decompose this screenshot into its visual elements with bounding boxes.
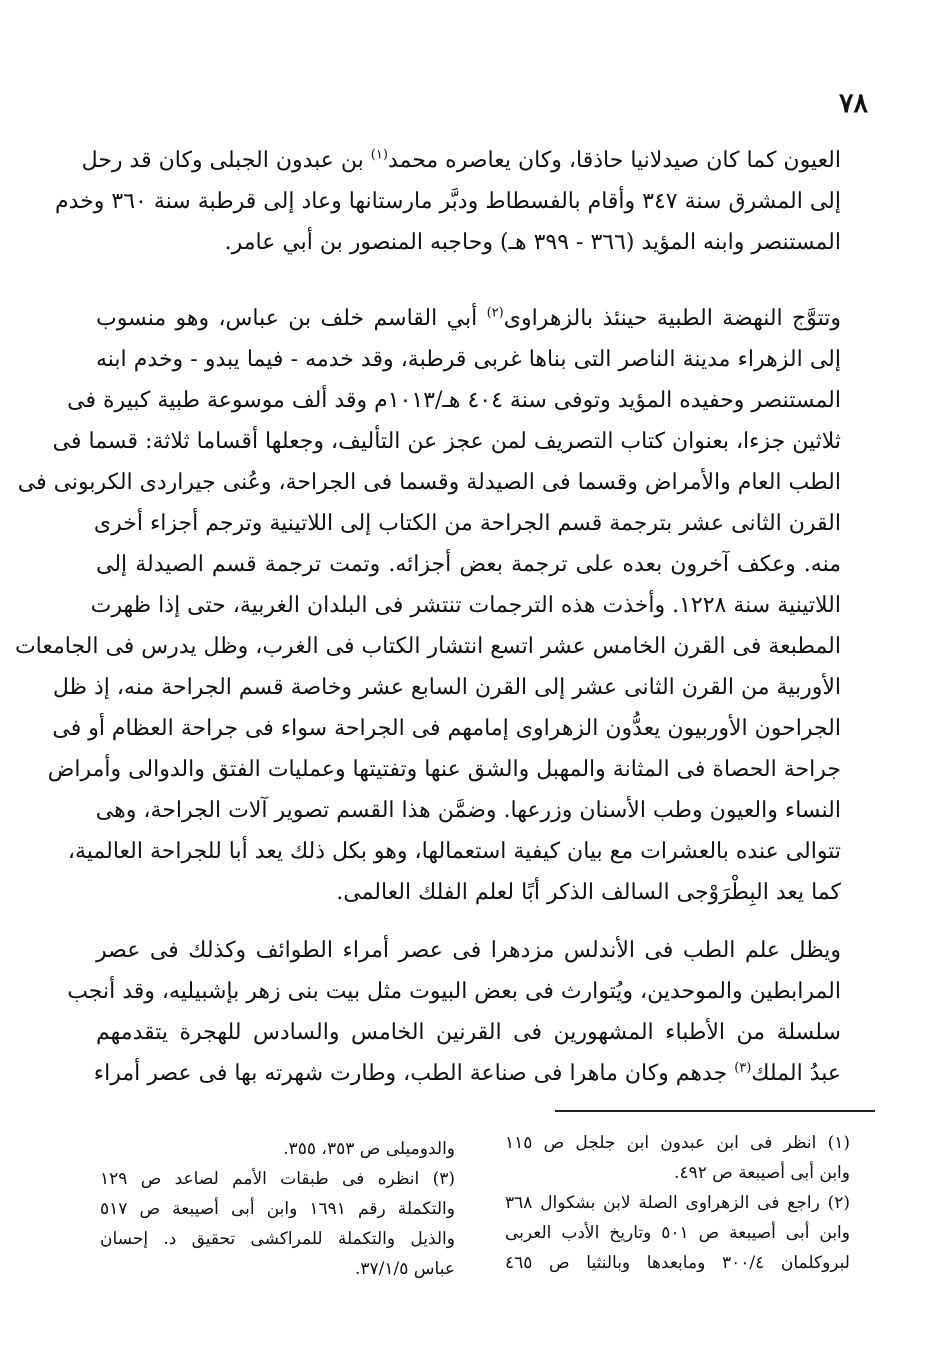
footnote-line: عباس ٣٧/١/٥. bbox=[355, 1259, 455, 1279]
line-text: جدهم وكان ماهرا فى صناعة الطب، وطارت شهرته بها فى عصر أمراء bbox=[93, 1061, 728, 1086]
paragraph-2-line: الأوربية من القرن الثانى عشر إلى القرن السابع عشر وخاصة قسم الجراحة منه، إذ ظل bbox=[52, 675, 841, 700]
paragraph-2-line: النساء والعيون وطب الأسنان وزرعها. وضمَّن هذا القسم تصوير آلات الجراحة، وهى bbox=[95, 798, 841, 823]
footnote-line: (١) انظر فى ابن عبدون ابن جلجل ص ١١٥ bbox=[505, 1133, 850, 1153]
paragraph-2-line: ثلاثين جزءا، بعنوان كتاب التصريف لمن عجز عن التأليف، وجعلها أقساما ثلاثة: قسما فى bbox=[52, 429, 841, 454]
paragraph-2-line: جراحة الحصاة فى المثانة والمهبل والشق عنها وتفتيتها وعمليات الفتق والدوالى وأمراض bbox=[47, 757, 841, 782]
paragraph-3-line: المرابطين والموحدين، ويُتوارث فى بعض البيوت مثل بيت بنى زهر بإشبيليه، وقد أنجب bbox=[67, 979, 841, 1004]
page-number: ٧٨ bbox=[838, 88, 868, 119]
paragraph-1-line-2: إلى المشرق سنة ٣٤٧ وأقام بالفسطاط ودبَّر مارستانها وعاد إلى قرطبة سنة ٣٦٠ وخدم bbox=[55, 189, 841, 214]
paragraph-3 bbox=[67, 930, 841, 1094]
paragraph-2-line: كما يعد البِطْرَوْجى السالف الذكر أبًا لعلم الفلك العالمى. bbox=[336, 880, 841, 905]
paragraph-2-line: المستنصر وحفيده المؤيد وتوفى سنة ٤٠٤ هـ/١٠١٣م وقد ألف موسوعة طبية كبيرة فى bbox=[67, 388, 841, 413]
footnote-line: (٣) انظره فى طبقات الأمم لصاعد ص ١٢٩ bbox=[100, 1169, 455, 1189]
footnote-ref: (١) bbox=[370, 147, 388, 163]
footnote-ref: (٢) bbox=[486, 305, 504, 321]
paragraph-2-line: تتوالى عنده بالعشرات مع بيان كيفية استعمالها، وهو بكل ذلك يعد أبا للجراحة العالمية، bbox=[67, 839, 841, 864]
footnote-line: وابن أبى أصيبعة ص ٤٩٢. bbox=[674, 1163, 850, 1183]
paragraph-2-line: القرن الثانى عشر بترجمة قسم الجراحة من الكتاب إلى اللاتينية وترجم أجزاء أخرى bbox=[93, 511, 841, 536]
line-text: أبي القاسم خلف بن عباس، وهو منسوب bbox=[96, 306, 478, 331]
paragraph-1-line-3: المستنصر وابنه المؤيد (٣٦٦ - ٣٩٩ هـ) وحاجبه المنصور بن أبي عامر. bbox=[224, 230, 841, 255]
paragraph-2-line-1 bbox=[96, 298, 841, 339]
footnote-line: وابن أبى أصيبعة ص ٥٠١ وتاريخ الأدب العربى bbox=[505, 1223, 850, 1243]
footnotes-left-column bbox=[100, 1134, 455, 1284]
paragraph-2-line: المطبعة فى القرن الخامس عشر اتسع انتشار الكتاب فى الغرب، وظل يدرس فى الجامعات bbox=[14, 634, 841, 659]
line-text: عبدُ الملك bbox=[751, 1061, 841, 1086]
footnote-line: (٢) راجع فى الزهراوى الصلة لابن بشكوال ٣٦٨ bbox=[505, 1193, 850, 1213]
line-text: وتتوَّج النهضة الطبية حينئذ بالزهراوى bbox=[503, 306, 841, 331]
paragraph-2-line: الجراحون الأوربيون يعدُّون الزهراوى إمامهم فى الجراحة سواء فى جراحة العظام أو فى bbox=[52, 716, 841, 741]
paragraph-2-line: منه. وعكف آخرون بعده على ترجمة بعض أجزائه. وتمت ترجمة قسم الصيدلة إلى bbox=[96, 552, 841, 577]
paragraph-3-line: سلسلة من الأطباء المشهورين فى القرنين الخامس والسادس للهجرة يتقدمهم bbox=[96, 1020, 841, 1045]
line-text: بن عبدون الجبلى وكان قد رحل bbox=[81, 148, 364, 173]
paragraph-2-line: الطب العام والأمراض وقسما فى الصيدلة وقسما فى الجراحة، وعُنى جيراردى الكربونى فى bbox=[17, 470, 841, 495]
paragraph-3-line: ويظل علم الطب فى الأندلس مزدهرا فى عصر أمراء الطوائف وكذلك فى عصر bbox=[96, 938, 841, 963]
footnote-line: والدوميلى ص ٣٥٣، ٣٥٥. bbox=[283, 1139, 455, 1159]
footnote-line: والذيل والتكملة للمراكشى تحقيق د. إحسان bbox=[100, 1229, 455, 1249]
paragraph-2 bbox=[14, 298, 841, 913]
paragraph-2-line: إلى الزهراء مدينة الناصر التى بناها غربى قرطبة، وقد خدمه - فيما يبدو - وخدم ابنه bbox=[96, 347, 841, 372]
paragraph-1 bbox=[55, 140, 841, 263]
footnote-ref: (٣) bbox=[734, 1060, 752, 1076]
paragraph-1-line-1 bbox=[81, 140, 841, 181]
paragraph-3-line-last bbox=[93, 1053, 841, 1094]
footnote-line: والتكملة رقم ١٦٩١ وابن أبى أصيبعة ص ٥١٧ bbox=[100, 1199, 455, 1219]
footnote-divider bbox=[555, 1110, 875, 1112]
paragraph-2-line: اللاتينية سنة ١٢٢٨. وأخذت هذه الترجمات تنتشر فى البلدان الغربية، حتى إذا ظهرت bbox=[90, 593, 841, 618]
line-text: العيون كما كان صيدلانيا حاذقا، وكان يعاصره محمد bbox=[387, 148, 841, 173]
footnotes-right-column bbox=[505, 1128, 850, 1278]
footnote-line: لبروكلمان ٣٠٠/٤ ومابعدها وبالنثيا ص ٤٦٥ bbox=[505, 1253, 850, 1273]
